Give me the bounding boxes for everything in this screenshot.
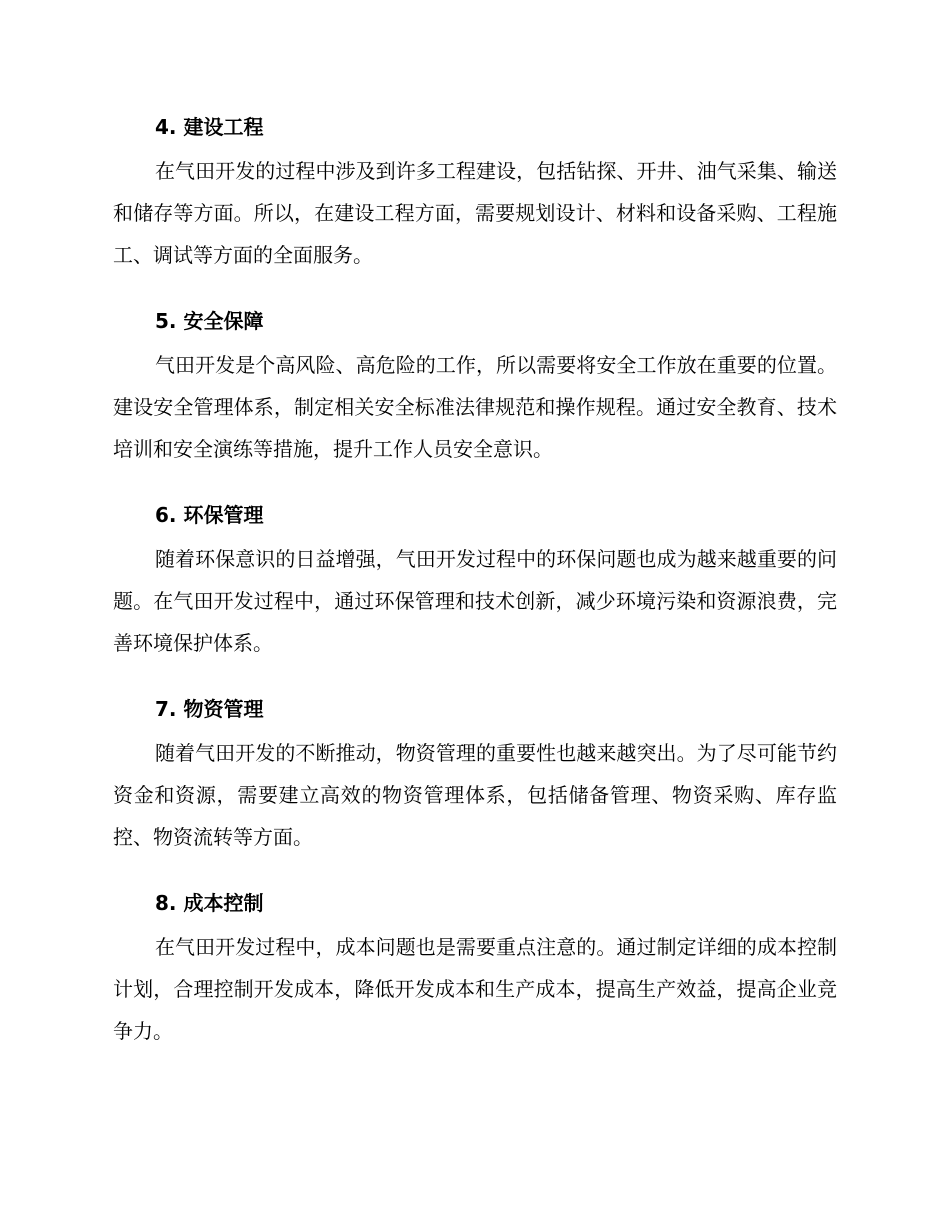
section-heading: 5. 安全保障 (155, 309, 264, 333)
section-heading: 7. 物资管理 (155, 697, 264, 721)
section-construction (113, 104, 837, 298)
section-heading: 6. 环保管理 (155, 503, 264, 527)
section-heading: 8. 成本控制 (155, 891, 264, 915)
section-materials (113, 686, 837, 880)
section-paragraph: 在气田开发过程中，成本问题也是需要重点注意的。通过制定详细的成本控制计划，合理控制开发成本，降低开发成本和生产成本，提高生产效益，提高企业竞争力。 (113, 935, 837, 1043)
section-paragraph: 气田开发是个高风险、高危险的工作，所以需要将安全工作放在重要的位置。建设安全管理体系，制定相关安全标准法律规范和操作规程。通过安全教育、技术培训和安全演练等措施，提升工作人员安全意识。 (113, 353, 837, 461)
section-environment (113, 492, 837, 686)
section-paragraph: 在气田开发的过程中涉及到许多工程建设，包括钻探、开井、油气采集、输送和储存等方面。所以，在建设工程方面，需要规划设计、材料和设备采购、工程施工、调试等方面的全面服务。 (113, 159, 837, 267)
section-paragraph: 随着环保意识的日益增强，气田开发过程中的环保问题也成为越来越重要的问题。在气田开发过程中，通过环保管理和技术创新，减少环境污染和资源浪费，完善环境保护体系。 (113, 547, 837, 655)
document-body (113, 104, 837, 1074)
section-safety (113, 298, 837, 492)
section-heading: 4. 建设工程 (155, 115, 264, 139)
section-cost (113, 880, 837, 1074)
section-paragraph: 随着气田开发的不断推动，物资管理的重要性也越来越突出。为了尽可能节约资金和资源，需要建立高效的物资管理体系，包括储备管理、物资采购、库存监控、物资流转等方面。 (113, 741, 837, 849)
